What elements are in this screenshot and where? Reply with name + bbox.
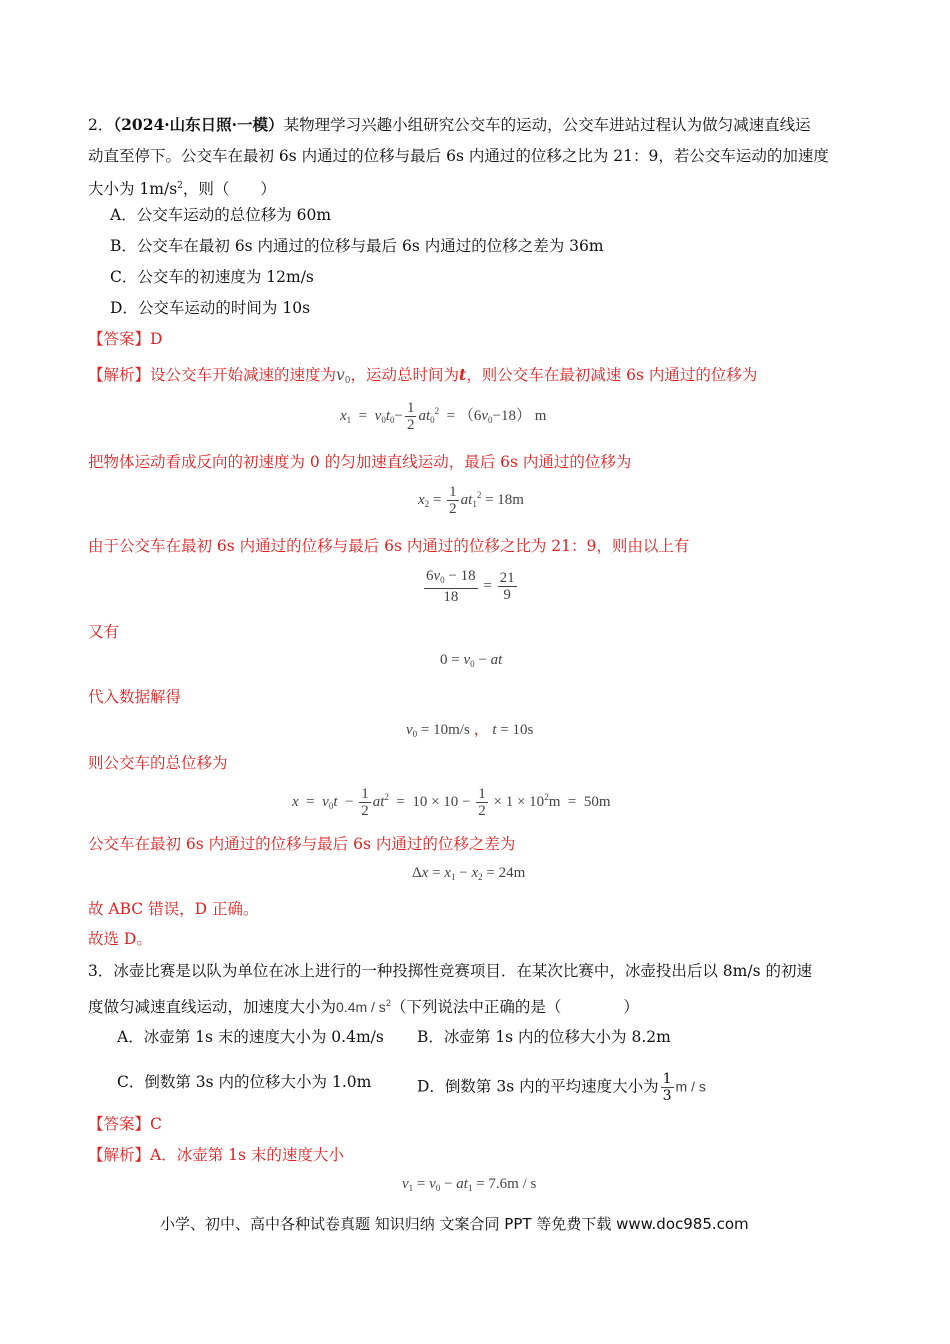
- q3-option-b: B．冰壶第 1s 内的位移大小为 8.2m: [417, 1028, 671, 1046]
- q2-option-b: B．公交车在最初 6s 内通过的位移与最后 6s 内通过的位移之差为 36m: [110, 237, 604, 255]
- q3-analysis-line1: [88, 1144, 344, 1166]
- page-footer: 小学、初中、高中各种试卷真题 知识归纳 文案合同 PPT 等免费下载 www.doc985.com: [160, 1215, 749, 1233]
- q2-answer: 【答案】D: [88, 330, 163, 348]
- equation-solution: $v_0 = 10m/s$ ， t = 10s: [406, 722, 534, 739]
- q2-analysis-line5: 代入数据解得: [88, 688, 182, 706]
- q3-stem-text2b: （下列说法中正确的是（ ）: [390, 998, 639, 1016]
- q2-stem-text1: 某物理学习兴趣小组研究公交车的运动，公交车进站过程认为做匀减速直线运: [283, 116, 811, 134]
- q3-option-d: D．倒数第 3s 内的平均速度大小为 $\frac{1}{3}$ m / s: [417, 1071, 706, 1104]
- q3-analysis-label: 【解析】: [88, 1146, 151, 1164]
- equation-v0: $0 = v_0$ − at: [440, 652, 503, 669]
- q3-stem-text1: 冰壶比赛是以队为单位在冰上进行的一种投掷性竞赛项目．在某次比赛中，冰壶投出后以 8m/s 的初速: [113, 962, 812, 980]
- q3-number: 3．: [88, 962, 114, 980]
- q2-analysis-line2: 把物体运动看成反向的初速度为 0 的匀加速直线运动，最后 6s 内通过的位移为: [88, 453, 632, 471]
- q2-option-d: D．公交车运动的时间为 10s: [110, 299, 311, 317]
- equation-v1: $v_1 = v_0 - at_1 = 7.6m / s$: [402, 1176, 537, 1193]
- q3-stem-line1: [88, 960, 812, 982]
- q2-analysis-text1a: 设公交车开始减速的速度为: [150, 366, 337, 384]
- q2-stem-text3a: 大小为 1m/s: [88, 180, 178, 198]
- q2-analysis-line1: 【解析】设公交车开始减速的速度为$v_0$，运动总时间为t，则公交车在最初减速 6s 内通过的位移为: [88, 365, 758, 386]
- q3-option-d-text: D．倒数第 3s 内的平均速度大小为: [417, 1077, 659, 1096]
- q2-analysis-line4: 又有: [88, 623, 120, 641]
- q2-analysis-text1b: ，运动总时间为: [350, 366, 460, 384]
- q2-analysis-label: 【解析】: [88, 366, 151, 384]
- q2-option-a: A．公交车运动的总位移为 60m: [110, 206, 332, 224]
- q3-stem-text2a: 度做匀减速直线运动，加速度大小为: [88, 998, 337, 1016]
- q3-answer: 【答案】C: [88, 1115, 162, 1133]
- q2-stem-line2: 动直至停下。公交车在最初 6s 内通过的位移与最后 6s 内通过的位移之比为 21：9，若公交车运动的加速度: [88, 147, 829, 165]
- equation-difference: $\Delta x = x_1 - x_2 = 24m$: [412, 865, 526, 882]
- q2-stem-line1: [88, 114, 811, 136]
- q2-option-c: C．公交车的初速度为 12m/s: [110, 268, 314, 286]
- equation-x2: $x_2$ = $\frac{1}{2}$ $at_1^2 = 18m$: [418, 484, 524, 517]
- q2-analysis-line8: 故 ABC 错误，D 正确。: [88, 900, 259, 918]
- q2-source: （2024·山东日照·一模）: [113, 115, 284, 134]
- q3-stem-line2: 度做匀减速直线运动，加速度大小为$0.4m / s^2$（下列说法中正确的是（ ）: [88, 998, 639, 1016]
- q3-option-c: C．倒数第 3s 内的位移大小为 1.0m: [117, 1073, 372, 1091]
- q2-analysis-line3: 由于公交车在最初 6s 内通过的位移与最后 6s 内通过的位移之比为 21：9，则由以上有: [88, 537, 690, 555]
- q2-analysis-line6: 则公交车的总位移为: [88, 754, 228, 772]
- q3-option-a: A．冰壶第 1s 末的速度大小为 0.4m/s: [117, 1028, 384, 1046]
- q2-analysis-line9: 故选 D。: [88, 930, 152, 948]
- q2-stem-text3b: ，则（ ）: [182, 180, 276, 198]
- equation-x1: $x_1 = v_0t_0-$ $\frac{1}{2}$ $at_0^2 = (6v_0-18)$ m: [340, 400, 547, 433]
- equation-total-displacement: $x = v_0t$ − $\frac{1}{2}$ $at^2 = 10 \times 10$ − $\frac{1}{2}$ × $1 \times 10^2m = 50m$: [292, 786, 611, 819]
- equation-ratio: $\frac{6v_0 - 18}{18}$ = $\frac{21}{9}$: [426, 568, 515, 605]
- q2-number: 2．: [88, 116, 114, 134]
- q3-analysis-text1: A．冰壶第 1s 末的速度大小: [150, 1146, 344, 1164]
- q2-analysis-text1c: ，则公交车在最初减速 6s 内通过的位移为: [466, 366, 758, 384]
- q2-stem-line3: 大小为 $1m/s^2$，则（ ）: [88, 180, 276, 198]
- q2-analysis-line7: 公交车在最初 6s 内通过的位移与最后 6s 内通过的位移之差为: [88, 835, 516, 853]
